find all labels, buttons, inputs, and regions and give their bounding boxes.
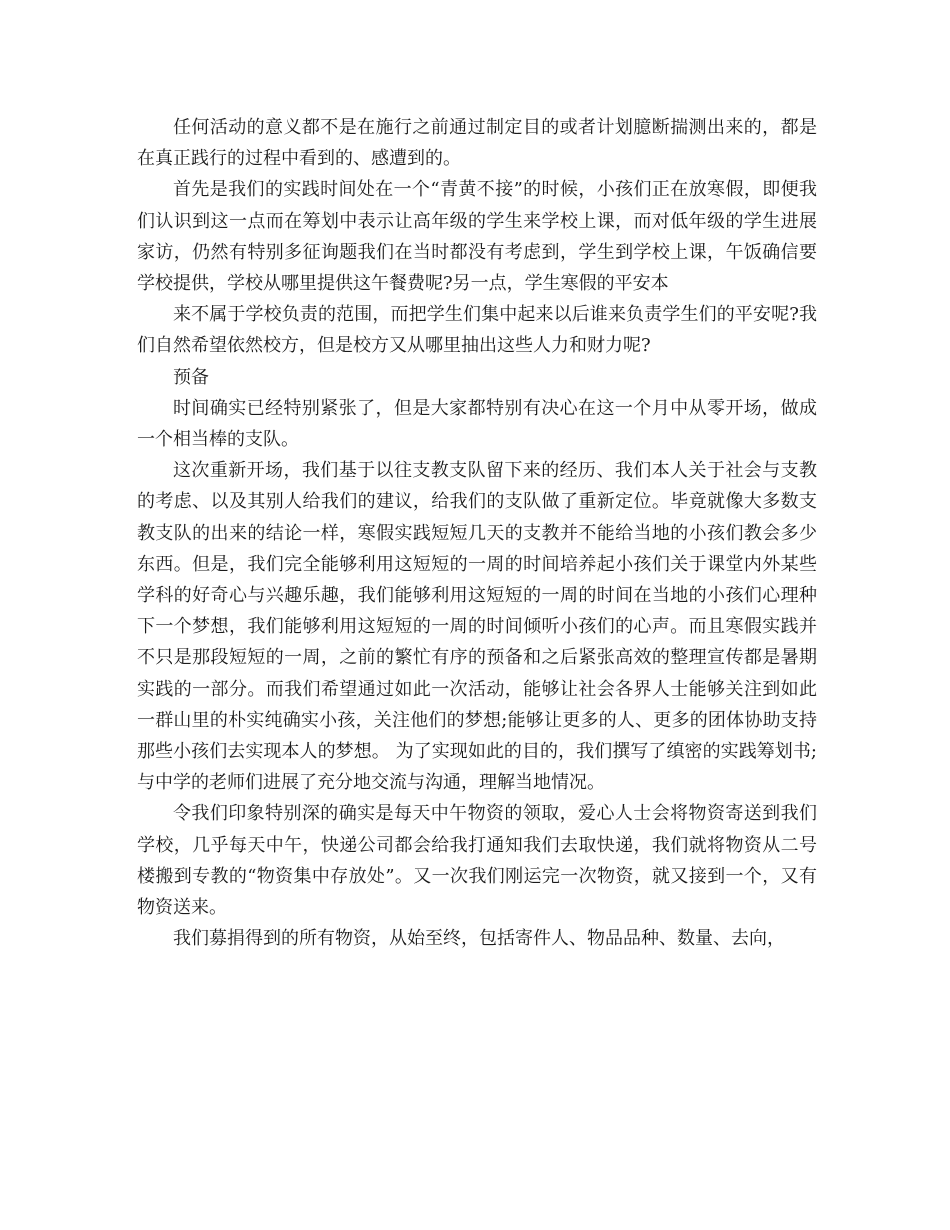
paragraph: 首先是我们的实践时间处在一个“青黄不接”的时候，小孩们正在放寒假，即便我们认识到这一点而在筹划中表示让高年级的学生来学校上课，而对低年级的学生进展家访，仍然有特别多征询题我们在当时都没有考虑到，学生到学校上课，午饭确信要学校提供，学校从哪里提供这午餐费呢?另一点，学生寒假的平安本 [137,179,817,295]
paragraph: 这次重新开场，我们基于以往支教支队留下来的经历、我们本人关于社会与支教的考虑、以及其别人给我们的建议，给我们的支队做了重新定位。毕竟就像大多数支教支队的出来的结论一样，寒假实践短短几天的支教并不能给当地的小孩们教会多少东西。但是，我们完全能够利用这短短的一周的时间培养起小孩们关于课堂内外某些学科的好奇心与兴趣乐趣，我们能够利用这短短的一周的时间在当地的小孩们心理种下一个梦想，我们能够利用这短短的一周的时间倾听小孩们的心声。而且寒假实践并不只是那段短短的一周，之前的繁忙有序的预备和之后紧张高效的整理宣传都是暑期实践的一部分。而我们希望通过如此一次活动，能够让社会各界人士能够关注到如此一群山里的朴实纯确实小孩，关注他们的梦想;能够让更多的人、更多的团体协助支持那些小孩们去实现本人的梦想。 为了实现如此的目的，我们撰写了缜密的实践筹划书;与中学的老师们进展了充分地交流与沟通，理解当地情况。 [137,460,817,794]
paragraph: 我们募捐得到的所有物资，从始至终，包括寄件人、物品品种、数量、去向， [173,928,785,950]
paragraph: 令我们印象特别深的确实是每天中午物资的领取，爱心人士会将物资寄送到我们学校，几乎每天中午，快递公司都会给我打通知我们去取快递，我们就将物资从二号楼搬到专教的“物资集中存放处”。又一次我们刚运完一次物资，就又接到一个，又有物资送来。 [137,803,817,919]
paragraph: 任何活动的意义都不是在施行之前通过制定目的或者计划臆断揣测出来的，都是在真正践行的过程中看到的、感遭到的。 [137,117,817,170]
paragraph: 来不属于学校负责的范围，而把学生们集中起来以后谁来负责学生们的平安呢?我们自然希望依然校方，但是校方又从哪里抽出这些人力和财力呢? [137,304,817,357]
document-body [137,112,817,954]
section-heading: 预备 [173,366,209,388]
paragraph: 时间确实已经特别紧张了，但是大家都特别有决心在这一个月中从零开场，做成一个相当棒的支队。 [137,397,817,451]
